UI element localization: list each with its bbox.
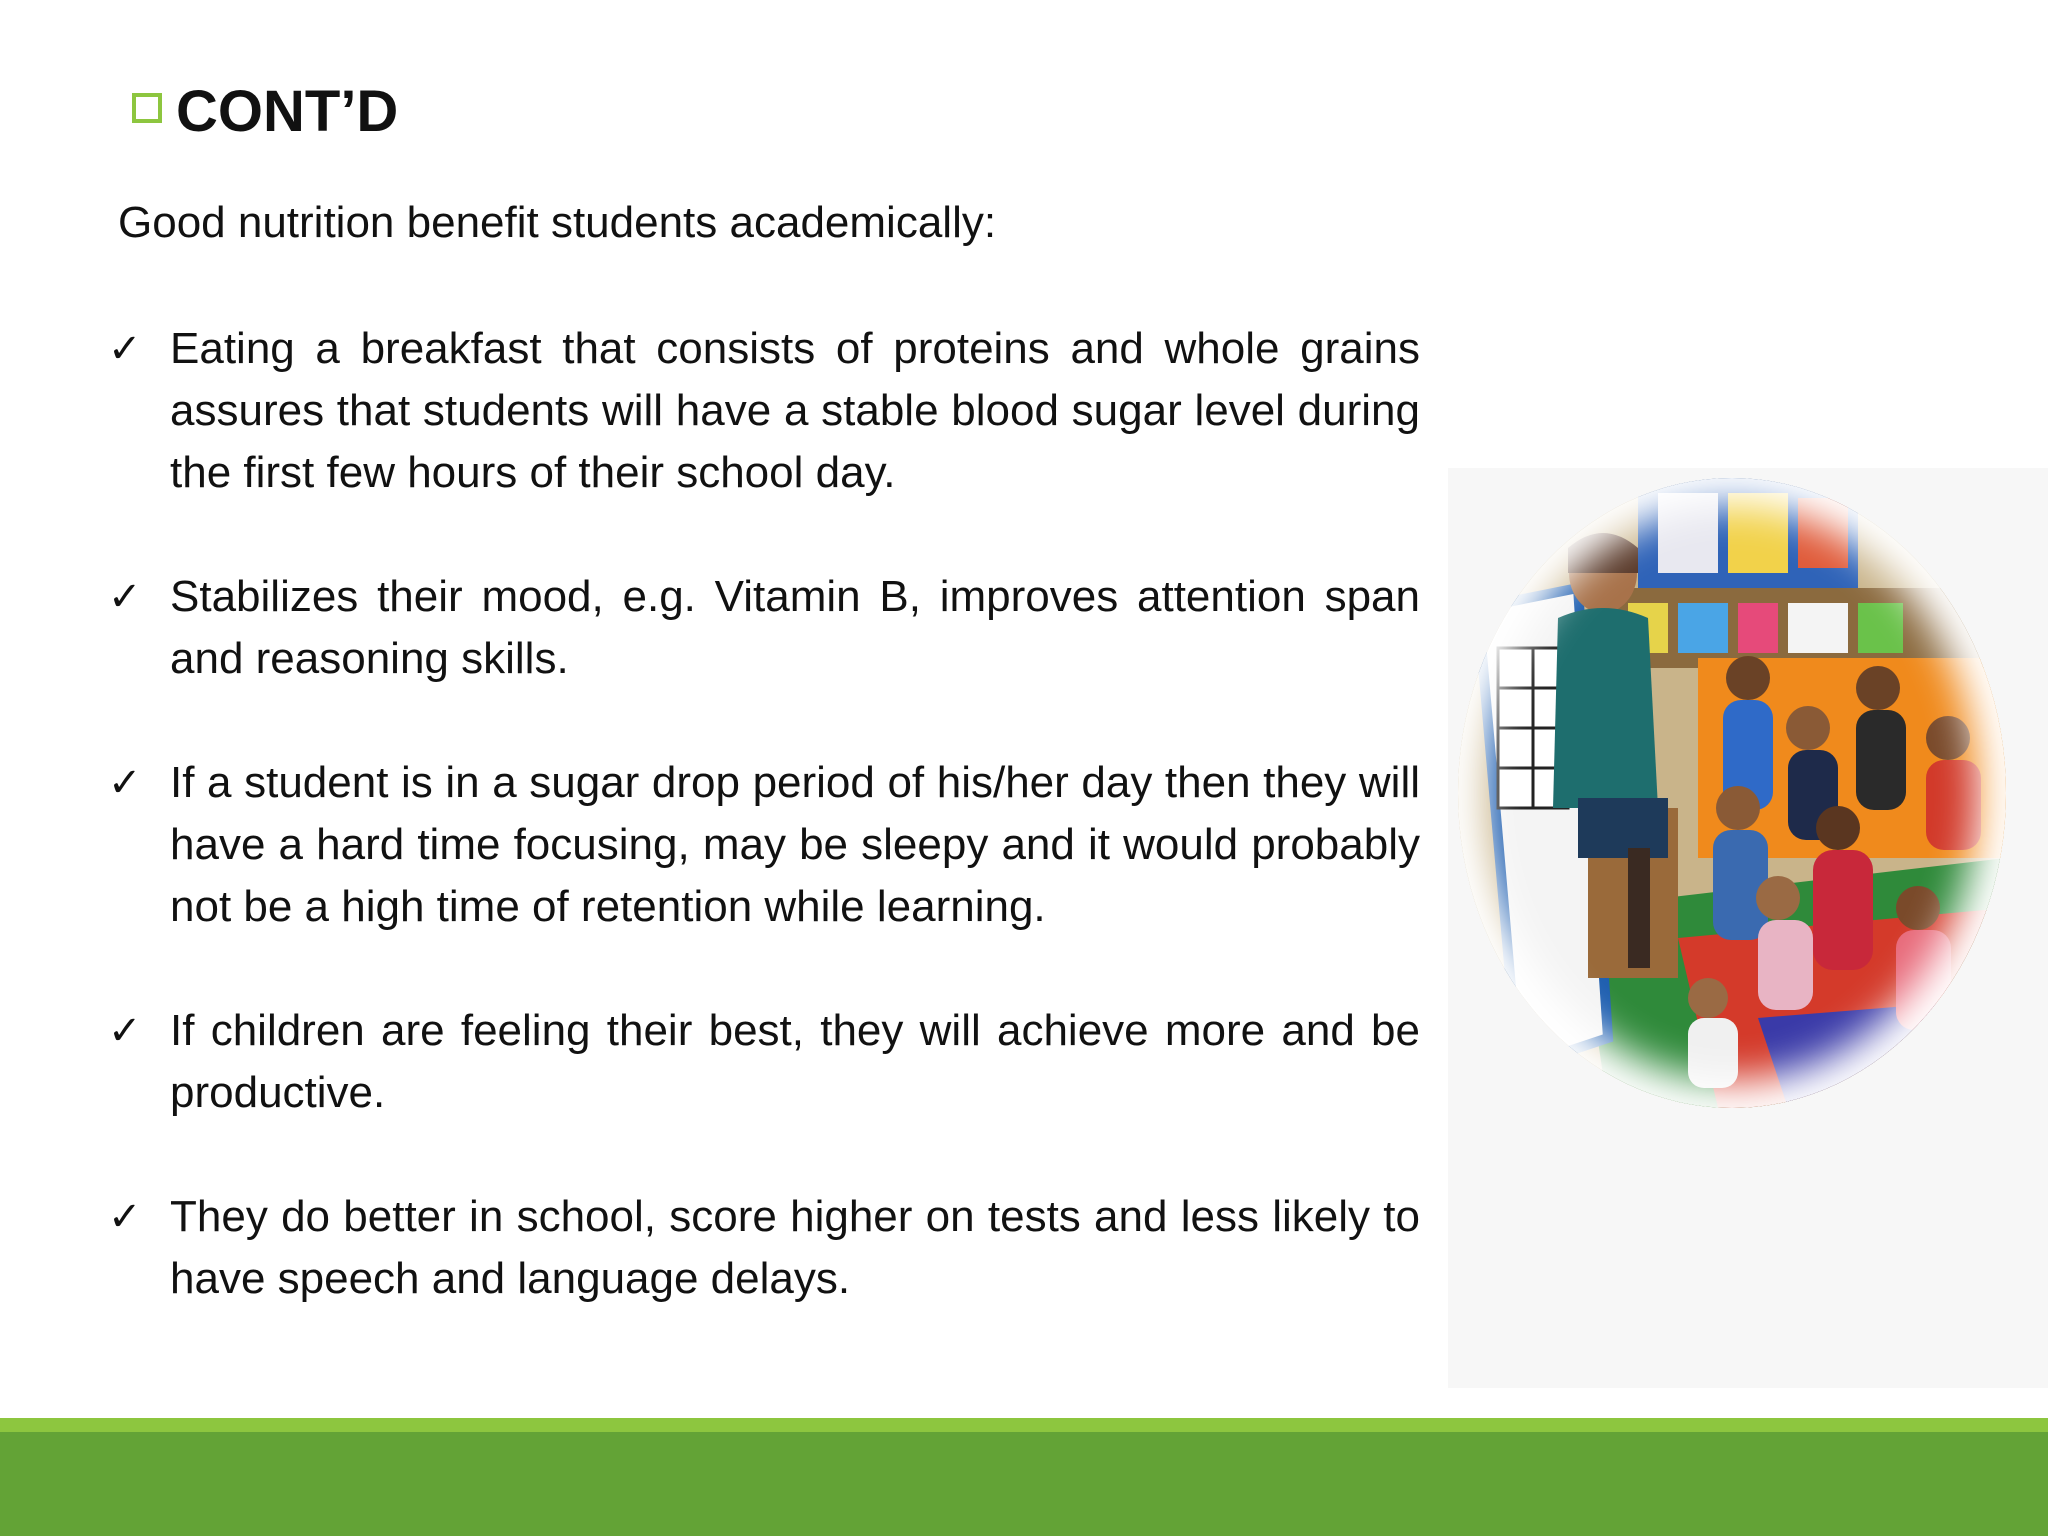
list-item <box>108 1186 1420 1310</box>
list-item-text: They do better in school, score higher on tests and less likely to have speech and language delays. <box>170 1192 1420 1303</box>
checkmark-icon: ✓ <box>108 326 142 372</box>
footer-bar <box>0 1432 2048 1536</box>
list-item <box>108 566 1420 690</box>
square-bullet-icon <box>132 93 170 131</box>
footer-accent-line <box>0 1418 2048 1432</box>
list-item-text: Stabilizes their mood, e.g. Vitamin B, improves attention span and reasoning skills. <box>170 572 1420 683</box>
list-item-text: If children are feeling their best, they will achieve more and be productive. <box>170 1006 1420 1117</box>
checkmark-icon: ✓ <box>108 1194 142 1240</box>
bullet-list <box>108 318 1420 1372</box>
list-item-text: If a student is in a sugar drop period of his/her day then they will have a hard time focusing, may be sleepy and it would probably not be a high time of retention while learning. <box>170 758 1420 931</box>
classroom-photo <box>1458 478 2006 1108</box>
slide-title: CONT’D <box>176 79 399 144</box>
list-item-text: Eating a breakfast that consists of proteins and whole grains assures that students will have a stable blood sugar level during the first few hours of their school day. <box>170 324 1420 497</box>
list-item <box>108 752 1420 938</box>
checkmark-icon: ✓ <box>108 1008 142 1054</box>
list-item <box>108 318 1420 504</box>
list-item <box>108 1000 1420 1124</box>
slide-title-row <box>132 78 398 145</box>
checkmark-icon: ✓ <box>108 760 142 806</box>
intro-text: Good nutrition benefit students academically: <box>118 198 997 247</box>
checkmark-icon: ✓ <box>108 574 142 620</box>
